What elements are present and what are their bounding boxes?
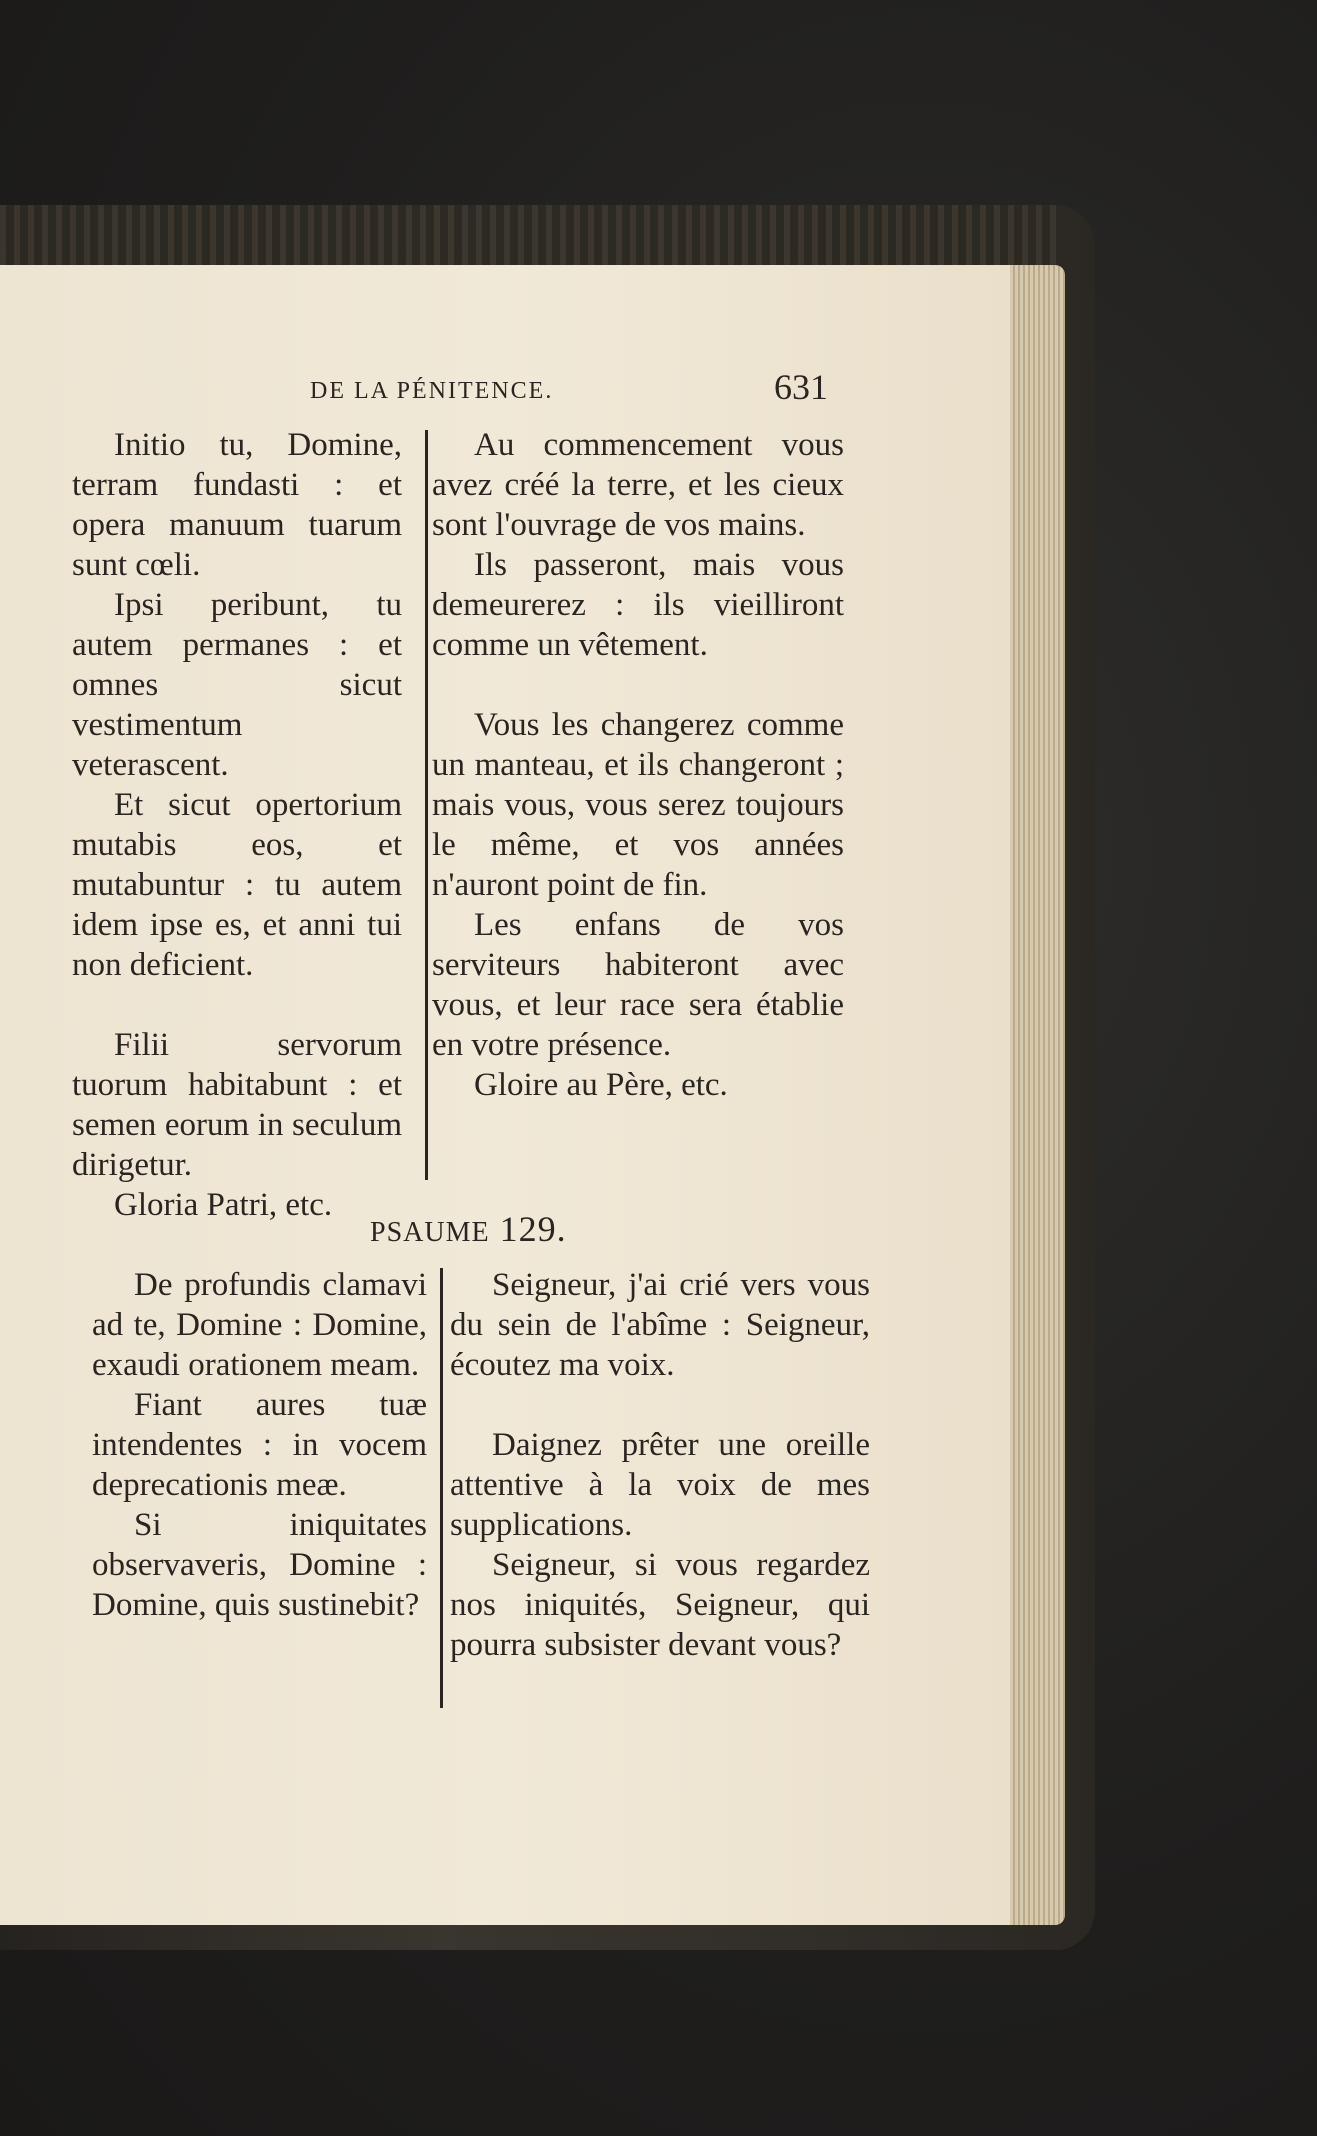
latin-verse: De profundis clamavi ad te, Domine : Domine, exaudi orationem meam. — [92, 1267, 427, 1383]
column-rule-1 — [425, 430, 428, 1180]
french-column-1 — [432, 425, 844, 1105]
latin-verse: Filii servorum tuorum habitabunt : et semen eorum in seculum dirigetur. — [72, 1027, 402, 1183]
french-verse: Vous les changerez comme un manteau, et ils changeront ; mais vous, vous serez toujours le même, et vos années n'auront point de fin. — [432, 707, 844, 903]
french-verse: Daignez prêter une oreille attentive à la voix de mes supplications. — [450, 1427, 870, 1543]
latin-verse: Et sicut opertorium mutabis eos, et mutabuntur : tu autem idem ipse es, et anni tui non deficient. — [72, 787, 402, 983]
latin-verse: Ipsi peribunt, tu autem permanes : et omnes sicut vestimentum veterascent. — [72, 587, 402, 783]
french-verse: Seigneur, j'ai crié vers vous du sein de l'abîme : Seigneur, écoutez ma voix. — [450, 1267, 870, 1383]
french-verse: Au commencement vous avez créé la terre, et les cieux sont l'ouvrage de vos mains. — [432, 427, 844, 543]
psalm-number: 129. — [499, 1209, 567, 1249]
page-number: 631 — [774, 367, 828, 407]
latin-verse: Gloria Patri, etc. — [114, 1187, 333, 1223]
latin-column-1 — [72, 425, 402, 1225]
verse-gap — [72, 985, 402, 1025]
latin-column-2 — [92, 1265, 427, 1625]
latin-verse: Fiant aures tuæ intendentes : in vocem deprecationis meæ. — [92, 1387, 427, 1503]
french-verse: Ils passeront, mais vous demeurerez : ils vieilliront comme un vêtement. — [432, 547, 844, 663]
psalm-title — [370, 1208, 567, 1250]
french-verse: Les enfans de vos serviteurs habiteront avec vous, et leur race sera établie en votre présence. — [432, 907, 844, 1063]
latin-verse: Si iniquitates observaveris, Domine : Domine, quis sustinebit? — [92, 1507, 427, 1623]
verse-gap — [450, 1385, 870, 1425]
latin-verse: Initio tu, Domine, terram fundasti : et opera manuum tuarum sunt cœli. — [72, 427, 402, 583]
french-column-2 — [450, 1265, 870, 1665]
french-verse: Gloire au Père, etc. — [474, 1067, 728, 1103]
column-rule-2 — [440, 1268, 443, 1708]
running-header: DE LA PÉNITENCE. — [310, 378, 554, 404]
french-verse: Seigneur, si vous regardez nos iniquités, Seigneur, qui pourra subsister devant vous? — [450, 1547, 870, 1663]
verse-gap — [432, 665, 844, 705]
psalm-label: PSAUME — [370, 1217, 490, 1248]
